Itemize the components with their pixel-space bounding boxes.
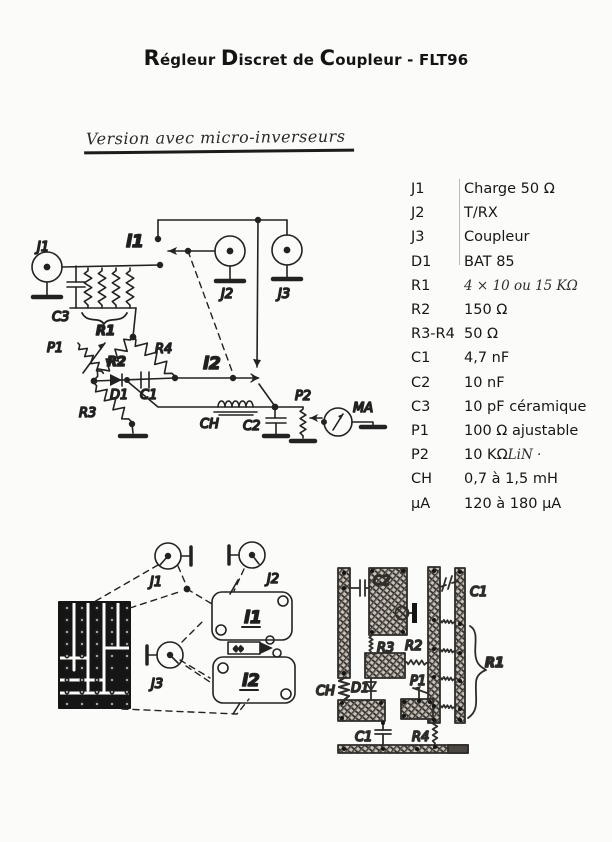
label-c1: C1 [140,388,158,403]
pcb-board [59,602,130,708]
label-c3: C3 [52,310,70,325]
label-c1-top: C1 [470,585,488,600]
label-d1: D1 [110,388,129,403]
table-row [411,395,601,419]
table-row [411,201,601,225]
double-arrow-icon: ↔ [233,642,244,657]
part-value-handwritten: LiN · [507,447,542,464]
j1-plug [155,543,191,569]
table-row [411,274,601,298]
part-ref: R1 [411,277,431,294]
part-ref: J2 [411,205,425,222]
i2-switch [173,374,274,405]
label-i1: i1 [244,608,262,628]
part-value: BAT 85 [464,253,515,270]
part-value: 4,7 nF [464,350,510,367]
table-row [411,177,601,201]
r2-resistor [405,660,428,665]
part-ref: J1 [411,181,425,198]
table-row [411,371,601,395]
parts-table [411,177,601,516]
title-text: iscret de [238,51,320,69]
handwritten-subtitle: Version avec micro-inverseurs [84,127,354,155]
j3-plug [147,642,183,668]
ch-coil [339,678,349,700]
part-ref: R3-R4 [411,326,455,343]
part-value: T/RX [464,205,498,222]
label-p2: P2 [295,389,312,404]
part-value: 100 Ω ajustable [464,422,579,439]
table-row [411,419,601,443]
part-value: 10 nF [464,374,505,391]
title-cap: D [220,46,239,70]
label-ch: CH [200,417,219,432]
table-row [411,443,601,467]
j1-connector [32,252,162,297]
label-ch: CH [316,684,335,699]
part-ref: µA [411,495,431,512]
label-r2: R2 [107,355,127,370]
part-value: Charge 50 Ω [464,181,555,198]
label-c1-bottom: C1 [355,730,373,745]
label-r1: R1 [485,656,505,671]
label-i2: i2 [203,354,221,374]
table-row [411,467,601,491]
part-ref: P2 [411,447,429,464]
label-r4: R4 [155,342,173,357]
label-r3: R3 [377,641,395,656]
pcb-wiring-figure [30,530,360,780]
part-ref: R2 [411,302,431,319]
label-i2: i2 [242,671,260,691]
part-ref: P1 [411,422,429,439]
table-row [411,346,601,370]
j2-plug [229,542,265,568]
i1-switch [168,247,232,371]
label-r1: R1 [96,324,116,339]
part-ref: D1 [411,253,432,270]
part-value-handwritten: 4 × 10 ou 15 KΩ [464,277,578,294]
part-value: 50 Ω [464,326,499,343]
label-r3: R3 [79,406,97,421]
c2-capacitor [264,404,288,436]
j2-connector [215,236,245,281]
coupling-capacitor [350,580,369,596]
part-value: 10 KΩ [464,447,508,464]
c3-capacitor [67,266,85,308]
part-ref: CH [411,471,433,488]
table-row [411,322,601,346]
table-row [411,298,601,322]
r3-resistor [369,635,372,653]
part-ref: C3 [411,398,431,415]
part-value: 120 à 180 µA [464,495,562,512]
label-ma: MA [353,401,374,416]
part-ref: C2 [411,374,431,391]
r1-brace [468,626,486,718]
part-value: Coupleur [464,229,530,246]
schematic-figure [0,185,405,475]
label-c2: C2 [243,419,261,434]
page-title [0,46,612,70]
title-cap: C [319,46,336,70]
r1-resistor-rungs [440,620,455,709]
label-r2: R2 [405,639,423,654]
label-d1: D1 [351,681,370,696]
table-row [411,250,601,274]
title-cap: R [143,46,160,70]
part-value: 150 Ω [464,302,508,319]
r1-resistor-bank [70,268,136,324]
p2-potentiometer [291,407,322,441]
label-j1: J1 [37,240,50,255]
label-p1: P1 [47,341,64,356]
part-value: 0,7 à 1,5 mH [464,471,558,488]
label-j2: J2 [267,572,280,587]
label-r4: R4 [412,730,430,745]
part-ref: J3 [411,229,425,246]
label-j1: J1 [150,575,163,590]
label-p1: P1 [410,674,427,689]
d1-diode [91,374,175,386]
component-layout-figure [315,540,612,790]
label-j2: J2 [221,287,234,302]
label-i1: i1 [126,232,144,252]
table-row [411,491,601,515]
title-text: oupleur - FLT96 [335,51,469,69]
part-value: 10 pF céramique [464,398,587,415]
label-j3: J3 [278,287,291,302]
copper-strips [338,567,468,753]
p1-trimmer [75,341,106,376]
title-text: égleur [159,51,221,69]
label-c2: C2 [373,574,391,589]
j3-connector [272,235,302,279]
part-ref: C1 [411,350,431,367]
junction-dot [184,586,189,591]
label-j3: J3 [151,677,164,692]
table-row [411,225,601,249]
